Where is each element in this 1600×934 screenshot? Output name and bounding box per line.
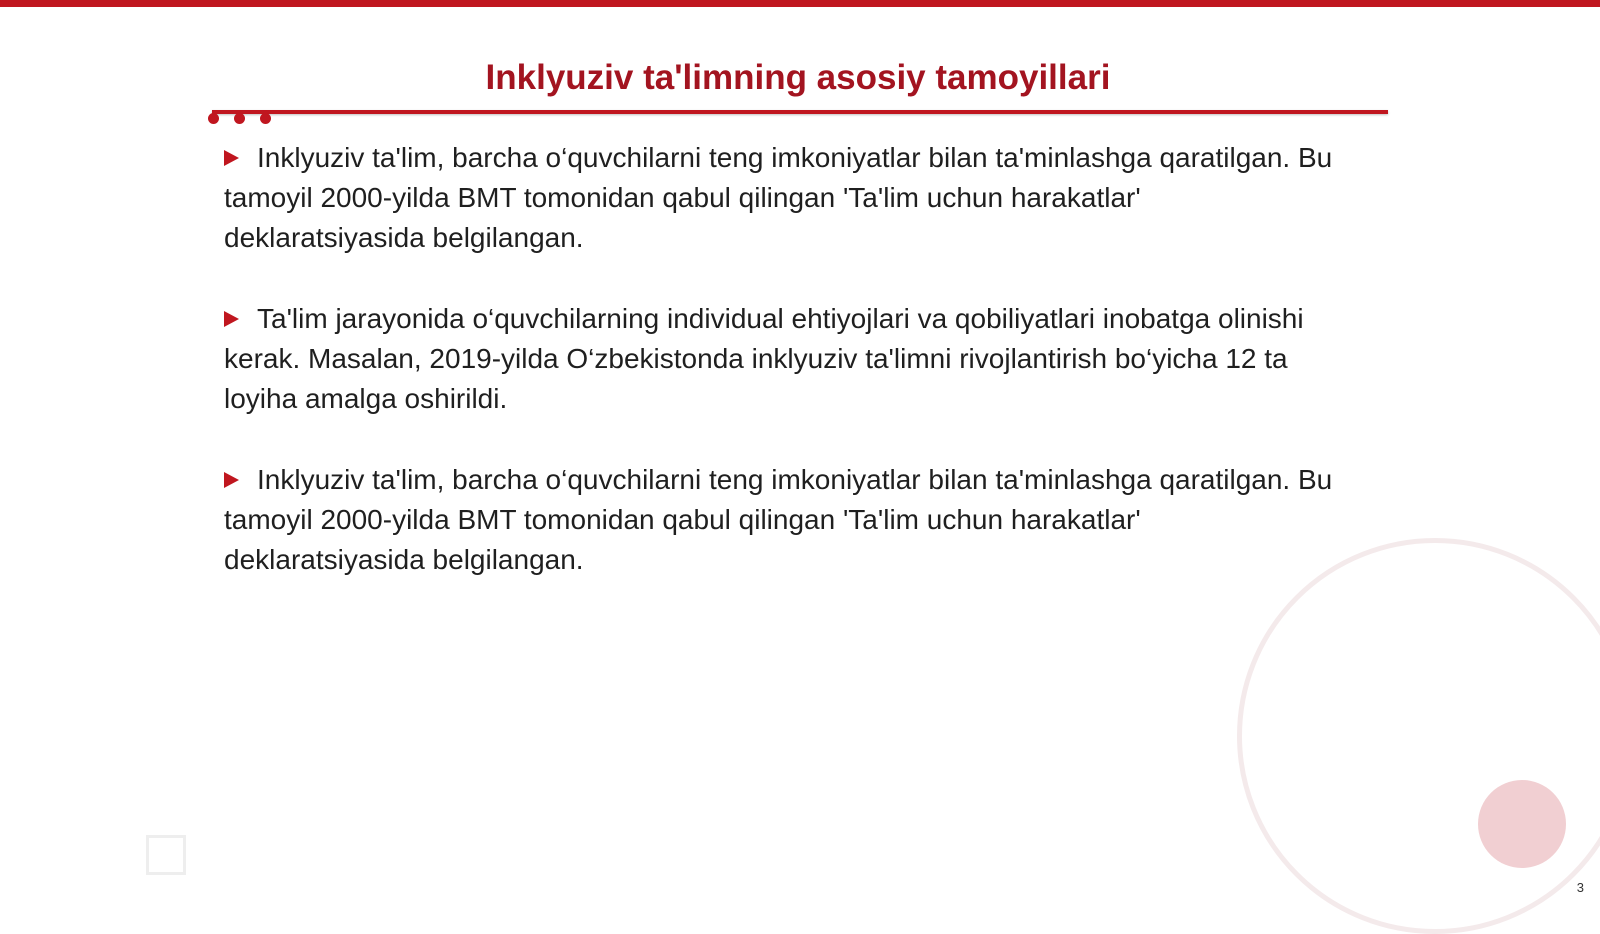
bullet-list [224, 138, 1344, 621]
bullet-text: Inklyuziv ta'lim, barcha o‘quvchilarni teng imkoniyatlar bilan ta'minlashga qaratilgan. Bu tamoyil 2000-yilda BMT tomonidan qabul qilingan 'Ta'lim uchun harakatlar' deklaratsiyasida belgilangan. [224, 142, 1333, 253]
top-accent-bar [0, 0, 1600, 7]
bullet-item [224, 460, 1344, 580]
decorative-circle [1478, 780, 1566, 868]
decorative-square [146, 835, 186, 875]
bullet-item [224, 299, 1344, 419]
title-underline [212, 110, 1388, 114]
underline-dot [208, 113, 219, 124]
triangle-right-icon [224, 150, 239, 166]
underline-dot [234, 113, 245, 124]
bullet-text: Ta'lim jarayonida o‘quvchilarning individual ehtiyojlari va qobiliyatlari inobatga olinishi kerak. Masalan, 2019-yilda O‘zbekistonda inklyuziv ta'limni rivojlantirish bo‘yicha 12 ta loyiha amalga oshirildi. [224, 303, 1304, 414]
slide-title: Inklyuziv ta'limning asosiy tamoyillari [485, 58, 1111, 97]
bullet-item [224, 138, 1344, 258]
page-number: 3 [1576, 880, 1584, 895]
triangle-right-icon [224, 311, 239, 327]
triangle-right-icon [224, 472, 239, 488]
underline-dot [260, 113, 271, 124]
bullet-text: Inklyuziv ta'lim, barcha o‘quvchilarni teng imkoniyatlar bilan ta'minlashga qaratilgan. Bu tamoyil 2000-yilda BMT tomonidan qabul qilingan 'Ta'lim uchun harakatlar' deklaratsiyasida belgilangan. [224, 464, 1333, 575]
